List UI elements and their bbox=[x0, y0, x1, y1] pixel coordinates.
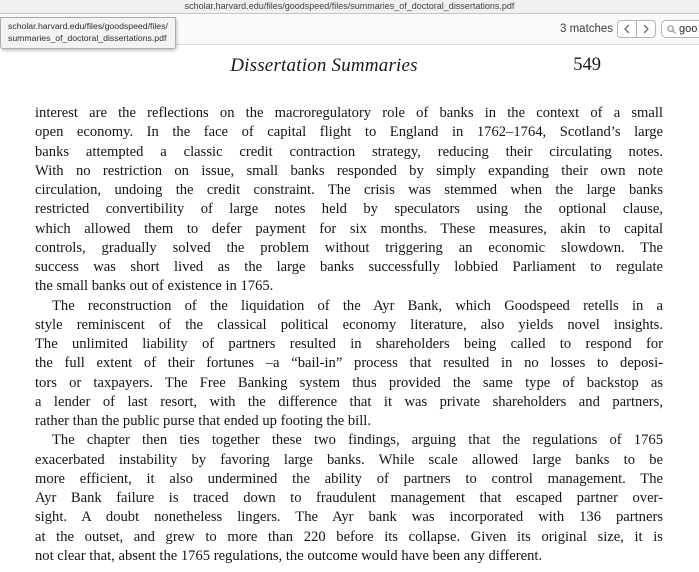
text-line: circulation, undoing the credit constraint. The crisis was stemmed when the large banks bbox=[35, 182, 663, 198]
text-line: The chapter then ties together these two findings, arguing that the regulations of 1765 bbox=[52, 432, 663, 449]
text-line: exacerbated instability by favoring large banks. While scale allowed large banks to be bbox=[35, 451, 663, 468]
match-count-label: 3 matches bbox=[560, 23, 614, 35]
find-search-input[interactable] bbox=[679, 23, 699, 35]
url-tooltip bbox=[0, 17, 176, 49]
text-line: restricted convertibility of large notes held by speculators using the optional clause, bbox=[35, 201, 663, 218]
text-line: style reminiscent of the classical political economy literature, also yields novel insights. bbox=[35, 316, 663, 333]
text-line: The unlimited liability of partners resulted in shareholders being called to respond for bbox=[35, 336, 663, 352]
text-line: interest are the reflections on the macroregulatory role of banks in the context of a small bbox=[35, 105, 663, 121]
pdf-page bbox=[35, 0, 663, 572]
text-line: the full extent of their fortunes –a “bail-in” process that resulted in no losses to deposi- bbox=[35, 355, 663, 372]
text-line: rather than the public purse that ended up footing the bill. bbox=[35, 413, 371, 429]
text-line: open economy. In the face of capital flight to England in 1762–1764, Scotland’s large bbox=[35, 124, 663, 141]
url-tooltip-line2: summaries_of_doctoral_dissertations.pdf bbox=[8, 32, 167, 43]
running-title: Dissertation Summaries bbox=[230, 55, 418, 76]
text-line: at the outset, and grew to more than 220 before its collapse. Given its original size, it is bbox=[35, 528, 663, 545]
text-line: banks attempted a classic credit contraction strategy, reducing their circulating notes. bbox=[35, 143, 663, 160]
url-tooltip-line1: scholar.harvard.edu/files/goodspeed/files/ bbox=[8, 21, 168, 31]
text-line: With no restriction on issue, small banks responded by simply expanding their own note bbox=[35, 162, 663, 179]
text-line: which allowed them to defer payment for six months. These measures, akin to capital bbox=[35, 220, 663, 237]
find-search-field[interactable] bbox=[661, 20, 699, 38]
page-header bbox=[35, 55, 663, 81]
text-line: more efficient, it also undermined the ability of partners to control management. The bbox=[35, 470, 663, 487]
page-number: 549 bbox=[573, 55, 601, 75]
text-line: The reconstruction of the liquidation of the Ayr Bank, which Goodspeed retells in a bbox=[52, 297, 663, 314]
text-line: not clear that, absent the 1765 regulations, the outcome would have been any different. bbox=[35, 547, 543, 564]
search-icon bbox=[667, 25, 676, 34]
pdf-page-body bbox=[35, 104, 663, 566]
text-line: controls, gradually solved the problem without triggering an economic slowdown. The bbox=[35, 239, 663, 256]
text-line: a lender of last resort, with the difference that it was private shareholders and partners, bbox=[35, 393, 663, 410]
text-line: Ayr Bank failure is traced down to fraudulent management that escaped partner over- bbox=[35, 490, 663, 506]
text-line: the small banks out of existence in 1765. bbox=[35, 278, 274, 295]
text-line: tors or taxpayers. The Free Banking system thus provided the same type of backstop as bbox=[35, 374, 663, 391]
text-line: sight. A doubt nonetheless lingers. The Ayr bank was incorporated with 136 partners bbox=[35, 509, 663, 526]
pdf-url-text: scholar.harvard.edu/files/goodspeed/files/summaries_of_doctoral_dissertations.pdf bbox=[184, 1, 515, 11]
text-line: success was short lived as the large banks successfully lobbied Parliament to regulate bbox=[35, 259, 663, 275]
